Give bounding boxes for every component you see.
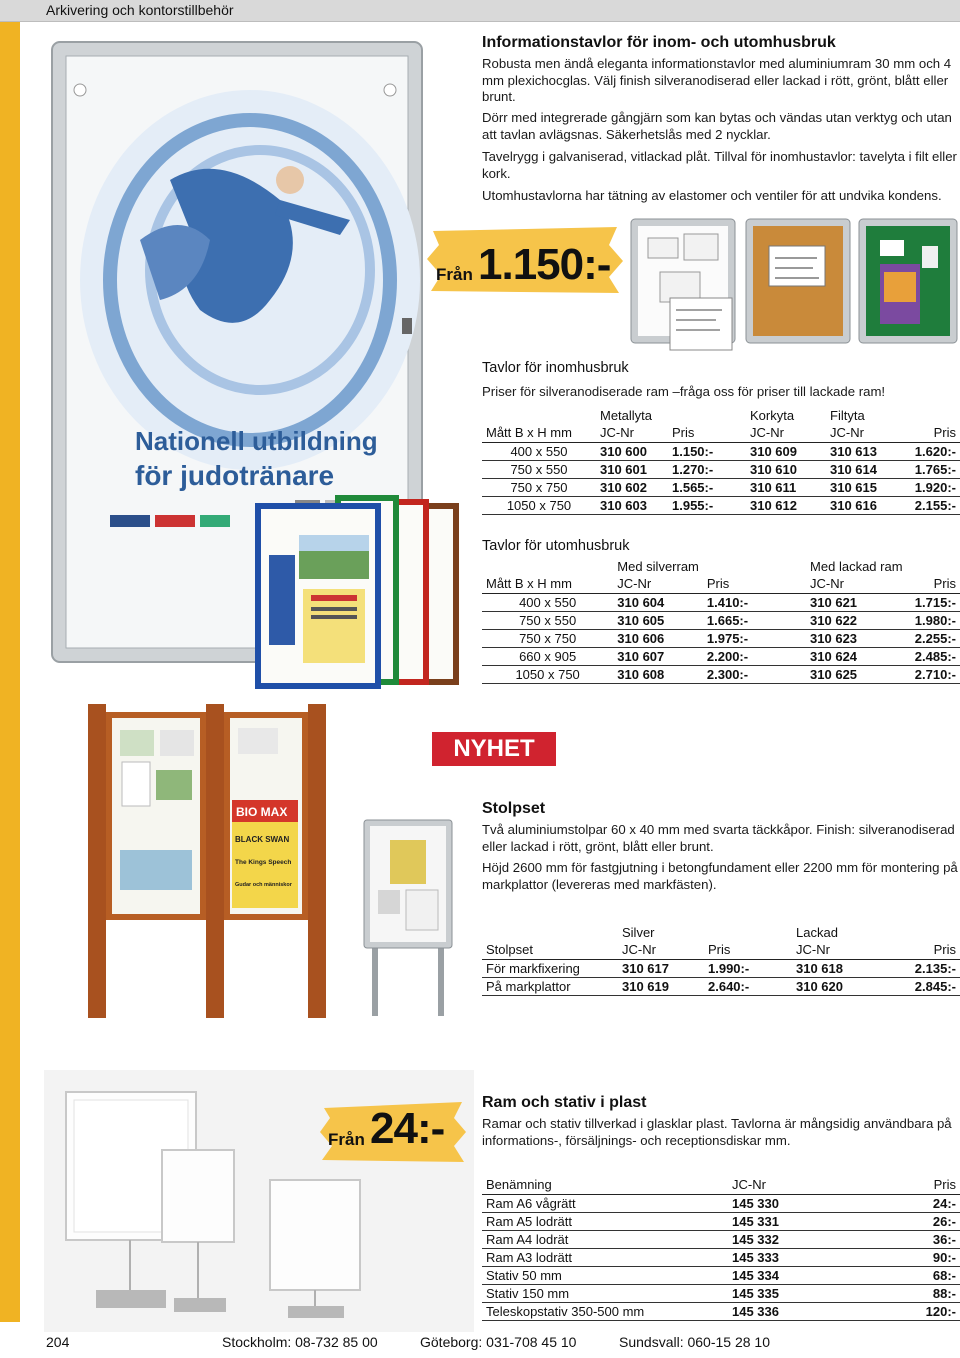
outdoor-col-header: JC-Nr	[613, 575, 703, 593]
header-bar	[0, 0, 960, 22]
indoor-group-header	[482, 406, 596, 424]
table-row	[482, 959, 960, 977]
outdoor-group-header	[703, 557, 806, 575]
outdoor-col-header: JC-Nr	[806, 575, 906, 593]
stolpset-title: Stolpset	[482, 800, 546, 817]
price-cell: 1.620:-	[906, 442, 960, 460]
jc-nr-cell: 310 612	[746, 496, 826, 514]
name-cell: Stativ 150 mm	[482, 1284, 728, 1302]
price-cell: 2.300:-	[703, 665, 806, 683]
stolpset-group-header	[892, 923, 960, 941]
price-cell: 90:-	[868, 1248, 960, 1266]
outdoor-price-table	[482, 557, 960, 684]
name-cell: Stativ 50 mm	[482, 1266, 728, 1284]
jc-nr-cell: 310 603	[596, 496, 668, 514]
price-cell: 2.155:-	[906, 496, 960, 514]
jc-nr-cell: 310 619	[618, 977, 704, 995]
indoor-col-header: JC-Nr	[746, 424, 826, 442]
footer-stockholm: Stockholm: 08-732 85 00	[222, 1334, 378, 1350]
metal-board-thumb	[630, 218, 740, 358]
table-row	[482, 977, 960, 995]
size-cell: 750 x 750	[482, 629, 613, 647]
poster-kings-speech: The Kings Speech	[235, 859, 292, 866]
price-cell: 1.990:-	[704, 959, 792, 977]
jc-nr-cell: 310 605	[613, 611, 703, 629]
poster-line-1: Nationell utbildning	[135, 426, 378, 456]
price-prefix-2: Från	[328, 1130, 365, 1149]
section1-paragraph-2: Dörr med integrerade gångjärn som kan bytas och vändas utan verktyg och utan att tavlan avlägsnas. Säkerhetslås med 2 nycklar.	[482, 110, 952, 142]
jc-nr-cell: 145 334	[728, 1266, 868, 1284]
stolpset-col-header: Stolpset	[482, 941, 618, 959]
stolpset-col-header: Pris	[704, 941, 792, 959]
outdoor-col-header: Pris	[907, 575, 960, 593]
table-row	[482, 496, 960, 514]
price-cell: 2.135:-	[892, 959, 960, 977]
jc-nr-cell: 310 615	[826, 478, 906, 496]
stolpset-col-header: JC-Nr	[618, 941, 704, 959]
felt-board-thumb	[858, 218, 960, 346]
jc-nr-cell: 310 610	[746, 460, 826, 478]
poster-line-2: för judotränare	[135, 460, 335, 491]
jc-nr-cell: 310 618	[792, 959, 892, 977]
jc-nr-cell: 310 617	[618, 959, 704, 977]
page-number: 204	[46, 1334, 70, 1350]
price-cell: 1.920:-	[906, 478, 960, 496]
price-cell: 120:-	[868, 1302, 960, 1320]
jc-nr-cell: 310 602	[596, 478, 668, 496]
lock-icon	[402, 318, 412, 334]
jc-nr-cell: 310 600	[596, 442, 668, 460]
name-cell: Ram A4 lodrät	[482, 1230, 728, 1248]
jc-nr-cell: 310 613	[826, 442, 906, 460]
size-cell: 1050 x 750	[482, 665, 613, 683]
indoor-title: Tavlor för inomhusbruk	[482, 360, 629, 376]
jc-nr-cell: 145 330	[728, 1194, 868, 1212]
jc-nr-cell: 145 332	[728, 1230, 868, 1248]
stolpset-paragraph-1: Två aluminiumstolpar 60 x 40 mm med svarta täckkåpor. Finish: silveranodiserad eller lackad i rött, grönt, blått eller brunt.	[482, 822, 955, 854]
jc-nr-cell: 310 624	[806, 647, 906, 665]
section1-paragraph-4: Utomhustavlorna har tätning av elastomer och ventiler för att undvika kondens.	[482, 188, 942, 203]
jc-nr-cell: 310 614	[826, 460, 906, 478]
cork-board-thumb	[745, 218, 853, 346]
section1-paragraph-1: Robusta men ändå eleganta informationstavlor med aluminiumram 30 mm och 4 mm plexichocglas. Välj finish silveranodiserad eller lackad i rött, grönt, blått eller brunt.	[482, 56, 952, 104]
footer-goteborg: Göteborg: 031-708 45 10	[420, 1334, 577, 1350]
price-cell: 1.565:-	[668, 478, 746, 496]
outdoor-group-header	[482, 557, 613, 575]
jc-nr-cell: 310 606	[613, 629, 703, 647]
name-cell: För markfixering	[482, 959, 618, 977]
indoor-col-header: JC-Nr	[596, 424, 668, 442]
name-cell: Ram A3 lodrätt	[482, 1248, 728, 1266]
indoor-group-header	[668, 406, 746, 424]
size-cell: 1050 x 750	[482, 496, 596, 514]
table-row	[482, 629, 960, 647]
stolpset-group-header	[482, 923, 618, 941]
price-cell: 1.665:-	[703, 611, 806, 629]
jc-nr-cell: 310 601	[596, 460, 668, 478]
jc-nr-cell: 145 336	[728, 1302, 868, 1320]
outdoor-group-header: Med lackad ram	[810, 558, 903, 574]
size-cell: 750 x 550	[482, 611, 613, 629]
price-cell: 2.200:-	[703, 647, 806, 665]
table-row	[482, 647, 960, 665]
price-cell: 2.845:-	[892, 977, 960, 995]
price-cell: 1.955:-	[668, 496, 746, 514]
plastic-paragraph-1: Ramar och stativ tillverkad i glasklar plast. Tavlorna är mångsidig användbara på informations-, försäljnings- och receptionsdiskar mm.	[482, 1116, 952, 1148]
price-value-1: 1.150:-	[478, 240, 611, 289]
stolpset-group-header	[704, 923, 792, 941]
jc-nr-cell: 310 625	[806, 665, 906, 683]
price-cell: 1.410:-	[703, 593, 806, 611]
table-row	[482, 593, 960, 611]
jc-nr-cell: 310 621	[806, 593, 906, 611]
stolpset-photo	[72, 700, 472, 1020]
table-row	[482, 665, 960, 683]
price-cell: 88:-	[868, 1284, 960, 1302]
plastic-col-header: JC-Nr	[728, 1176, 868, 1194]
name-cell: Teleskopstativ 350-500 mm	[482, 1302, 728, 1320]
table-row	[482, 1302, 960, 1320]
poster-black-swan: BLACK SWAN	[235, 835, 290, 844]
indoor-note: Priser för silveranodiserade ram –fråga oss för priser till lackade ram!	[482, 384, 886, 399]
table-row	[482, 1230, 960, 1248]
table-row	[482, 442, 960, 460]
price-cell: 1.975:-	[703, 629, 806, 647]
table-row	[482, 611, 960, 629]
jc-nr-cell: 310 620	[792, 977, 892, 995]
jc-nr-cell: 310 616	[826, 496, 906, 514]
stolpset-group-header: Lackad	[796, 924, 838, 940]
name-cell: Ram A6 vågrätt	[482, 1194, 728, 1212]
table-row	[482, 1248, 960, 1266]
jc-nr-cell: 310 608	[613, 665, 703, 683]
stolpset-col-header: Pris	[892, 941, 960, 959]
table-row	[482, 1194, 960, 1212]
table-row	[482, 478, 960, 496]
jc-nr-cell: 310 609	[746, 442, 826, 460]
jc-nr-cell: 145 333	[728, 1248, 868, 1266]
price-prefix-1: Från	[436, 265, 473, 284]
outdoor-group-header: Med silverram	[617, 558, 699, 574]
table-row	[482, 1284, 960, 1302]
poster-bio-max: BIO MAX	[236, 805, 288, 819]
jc-nr-cell: 310 607	[613, 647, 703, 665]
plastic-col-header: Pris	[868, 1176, 960, 1194]
stolpset-col-header: JC-Nr	[792, 941, 892, 959]
size-cell: 750 x 750	[482, 478, 596, 496]
price-cell: 2.640:-	[704, 977, 792, 995]
plastic-title: Ram och stativ i plast	[482, 1094, 647, 1111]
size-cell: 750 x 550	[482, 460, 596, 478]
jc-nr-cell: 310 611	[746, 478, 826, 496]
plastic-price-table	[482, 1176, 960, 1321]
price-value-2: 24:-	[370, 1104, 445, 1153]
section1-title: Informationstavlor för inom- och utomhusbruk	[482, 34, 836, 51]
outdoor-col-header: Mått B x H mm	[482, 575, 613, 593]
outdoor-group-header	[907, 557, 960, 575]
section1-paragraph-3: Tavelrygg i galvaniserad, vitlackad plåt. Tillval för inomhustavlor: tavelyta i filt eller kork.	[482, 149, 957, 181]
indoor-group-header: Filtyta	[830, 407, 865, 423]
price-cell: 1.715:-	[907, 593, 960, 611]
indoor-group-header: Korkyta	[750, 407, 795, 423]
stolpset-price-table	[482, 923, 960, 996]
colored-frames-photo	[255, 495, 470, 695]
price-cell: 1.980:-	[907, 611, 960, 629]
name-cell: På markplattor	[482, 977, 618, 995]
outdoor-title: Tavlor för utomhusbruk	[482, 538, 630, 554]
plastic-col-header: Benämning	[482, 1176, 728, 1194]
price-cell: 1.150:-	[668, 442, 746, 460]
indoor-col-header: Mått B x H mm	[482, 424, 596, 442]
price-cell: 26:-	[868, 1212, 960, 1230]
outdoor-col-header: Pris	[703, 575, 806, 593]
jc-nr-cell: 310 623	[806, 629, 906, 647]
name-cell: Ram A5 lodrätt	[482, 1212, 728, 1230]
indoor-col-header: Pris	[668, 424, 746, 442]
new-badge: NYHET	[432, 732, 556, 766]
jc-nr-cell: 145 335	[728, 1284, 868, 1302]
indoor-col-header: Pris	[906, 424, 960, 442]
price-cell: 24:-	[868, 1194, 960, 1212]
jc-nr-cell: 310 604	[613, 593, 703, 611]
table-row	[482, 1266, 960, 1284]
accent-sidebar	[0, 22, 20, 1322]
size-cell: 400 x 550	[482, 593, 613, 611]
price-cell: 68:-	[868, 1266, 960, 1284]
indoor-col-header: JC-Nr	[826, 424, 906, 442]
table-row	[482, 460, 960, 478]
price-cell: 1.270:-	[668, 460, 746, 478]
stolpset-paragraph-2: Höjd 2600 mm för fastgjutning i betongfundament eller 2200 mm för montering på markplattor (levereras med markfästen).	[482, 860, 958, 892]
price-cell: 2.710:-	[907, 665, 960, 683]
size-cell: 400 x 550	[482, 442, 596, 460]
stolpset-group-header: Silver	[622, 924, 655, 940]
table-row	[482, 1212, 960, 1230]
price-cell: 36:-	[868, 1230, 960, 1248]
jc-nr-cell: 310 622	[806, 611, 906, 629]
category-title: Arkivering och kontorstillbehör	[46, 2, 234, 18]
poster-gudar: Gudar och människor	[235, 882, 292, 888]
price-cell: 2.255:-	[907, 629, 960, 647]
indoor-group-header: Metallyta	[600, 407, 653, 423]
jc-nr-cell: 145 331	[728, 1212, 868, 1230]
price-cell: 2.485:-	[907, 647, 960, 665]
size-cell: 660 x 905	[482, 647, 613, 665]
indoor-group-header	[906, 406, 960, 424]
indoor-price-table	[482, 406, 960, 515]
footer-sundsvall: Sundsvall: 060-15 28 10	[619, 1334, 770, 1350]
price-cell: 1.765:-	[906, 460, 960, 478]
